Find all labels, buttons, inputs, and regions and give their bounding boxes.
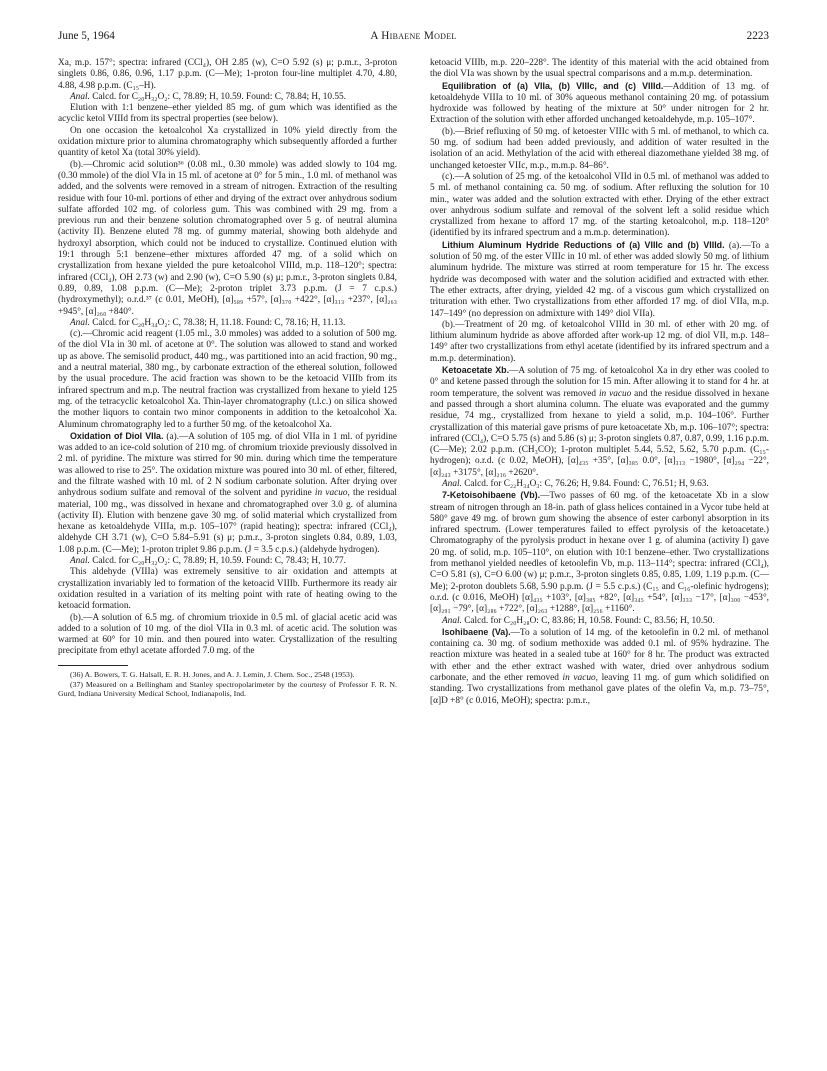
paragraph: On one occasion the ketoalcohol Xa crystallized in 10% yield directly from the oxidation mixture prior to alumina chromatography which subsequently afforded a further quantity of ketol Xa (total 30% yield).: [58, 125, 397, 159]
analysis-paragraph: [58, 556, 397, 567]
section-heading: Isohibaene (Va).: [442, 626, 511, 637]
anal-text: Calcd. for C₂₀H₃₂O₂: C, 78.89; H, 10.59. Found: C, 78.84; H, 10.55.: [89, 91, 347, 102]
paragraph: (b).—Brief refluxing of 50 mg. of ketoester VIIIc with 5 ml. of methanol, to which ca. 50 mg. of sodium had been added previously, and addition of water resulted in the isolation of an acid. Methylation of the acid with ethereal diazomethane yielded 38 mg. of unchanged ketoester VIIc, m.p., m.m.p. 84–86°.: [430, 126, 769, 171]
analysis-paragraph: [58, 92, 397, 103]
paragraph: (b).—Treatment of 20 mg. of ketoalcohol VIIId in 30 ml. of ether with 20 mg. of lithium aluminum hydride as above afforded after work-up 12 mg. of diol VII, m.p. 148–149° after two crystallizations from ethyl acetate (identified by its infrared spectrum and a m.m.p. determination).: [430, 319, 769, 364]
header-page-number: 2223: [746, 30, 769, 42]
section-text: , the residual material, 100 mg., was dissolved in hexane and chromatographed over 3.0 g. of alumina (activity II). Elution with benzene gave 30 mg. of solid material which crystallized from hexane as ketoaldehyde VIIIa, m.p. 105–107° (rapid heating); spectra: infrared (CCl₄), aldehyde CH 3.71 (w), C=O 5.84–5.91 (s) μ; p.m.r., 3-proton singlets 0.84, 0.89, 1.03, 1.08 p.p.m. (C—Me); 1-proton triplet 9.86 p.p.m. (J = 3.5 c.p.s.) (aldehyde hydrogen).: [58, 488, 397, 555]
section-heading: Equilibration of (a) VIIa, (b) VIIIc, and (c) VIIId.: [442, 80, 664, 91]
paragraph: ketoacid VIIIb, m.p. 220–228°. The identity of this material with the acid obtained from the diol VIa was shown by the usual spectral comparisons and a m.m.p. determination.: [430, 58, 769, 80]
paragraph: Elution with 1:1 benzene–ether yielded 85 mg. of gum which was identified as the acyclic ketol VIIId from its spectral properties (see below).: [58, 103, 397, 125]
section-text: and the residue dissolved in hexane and passed through a short alumina column. The eluate was evaporated and the gummy residue, 74 mg., crystallized from hexane to yield a solid, m.p. 104–106°. Further crystallization of this material gave prisms of pure ketoacetate Xb, m.p. 106–107°; spectra: infrared (CCl₄), C=O 5.75 (s) and 5.86 (s) μ; 3-proton singlets 0.87, 0.87, 0.99, 1.16 p.p.m. (C—Me); 2.02 p.p.m. (CH₃CO); 1-proton multiplet 5.44, 5.52, 5.62, 5.70 p.p.m. (C₁₅-hydrogen); o.r.d. (c 0.02, MeOH), [α]₄₃₅ +35°, [α]₃₈₅ 0.0°, [α]₃₁₃ −1980°, [α]₂₉₄ −22°, [α]₂₄₃ +3175°, [α]₂₁₆ +2620°.: [430, 388, 769, 478]
footnote-36: (36) A. Bowers, T. G. Halsall, E. R. H. Jones, and A. J. Lemin, J. Chem. Soc., 2548 (1953).: [70, 669, 355, 679]
section-text: —Addition of 13 mg. of ketoaldehyde VIIIa to 10 ml. of 30% aqueous methanol containing 20 mg. of potassium hydroxide was followed by heating of the mixture at 50° under nitrogen for 2 hr. Extraction of the solution with ether afforded unchanged ketoaldehyde, m.p. 105–107°.: [430, 81, 769, 126]
header-date: June 5, 1964: [58, 30, 115, 42]
section-paragraph: [58, 431, 397, 556]
section-text: —A solution of 75 mg. of ketoalcohol Xa in dry ether was cooled to 0° and ketene passed through the solution for 15 min. After allowing it to stand for 4 hr. at room temperature, the solvent was removed: [430, 366, 769, 399]
footnote-37: (37) Measured on a Bellingham and Stanley spectropolarimeter by the courtesy of Professor F. R. N. Gurd, Indiana University Medical School, Indianapolis, Ind.: [58, 679, 397, 699]
analysis-paragraph: [58, 318, 397, 329]
anal-label: Anal.: [442, 478, 462, 489]
section-heading: Lithium Aluminum Hydride Reductions of (a) VIIIc and (b) VIIId.: [442, 239, 725, 250]
footnote-rule: [58, 665, 128, 666]
section-paragraph: [430, 490, 769, 615]
section-paragraph: [430, 365, 769, 479]
section-heading: 7-Ketoisohibaene (Vb).: [442, 490, 541, 501]
anal-text: Calcd. for C₂₂H₃₄O₃: C, 76.26; H, 9.84. Found: C, 76.51; H, 9.63.: [461, 478, 709, 489]
running-header: [58, 30, 769, 44]
analysis-paragraph: [430, 479, 769, 490]
section-paragraph: [430, 240, 769, 320]
paragraph: (c).—Chromic acid reagent (1.05 ml., 3.0 mmoles) was added to a solution of 500 mg. of the diol VIa in 30 ml. of acetone at 0°. The solution was allowed to stand and worked up as above. The semisolid product, 440 mg., was partitioned into an acid fraction, 90 mg., and a neutral material, 380 mg., by carbonate extraction of the ethereal solution, followed by the usual procedure. The acid fraction was shown to be the ketoacid VIIIb from its infrared spectrum and m.p. The neutral fraction was crystallized from hexane to yield 125 mg. of the tetracyclic ketoalcohol Xa. Thin-layer chromatography (t.l.c.) on silica showed the mother liquors to contain two minor components in addition to the ketoalcohol Xa. Aluminum chromatography led to a further 50 mg. of the ketoalcohol Xa.: [58, 329, 397, 430]
section-paragraph: [430, 81, 769, 127]
analysis-paragraph: [430, 616, 769, 627]
section-text: (a).—A solution of 105 mg. of diol VIIa in 1 ml. of pyridine was added to an ice-cold solution of 210 mg. of chromium trioxide previously dissolved in 2 ml. of pyridine. The mixture was stirred for 90 min. during which time the temperature was allowed to rise to 25°. The oxidation mixture was poured into 30 ml. of ether, filtered, and the filtrate washed with 10 ml. of 2 N sodium carbonate solution. After drying over anhydrous sodium sulfate and removal of the solvent and pyridine: [58, 431, 397, 499]
paragraph: (b).—Chromic acid solution³⁶ (0.08 ml., 0.30 mmole) was added slowly to 104 mg. (0.30 mmole) of the diol VIa in 15 ml. of acetone at 0° for 5 min., 1.0 ml. of methanol was added, and the solvents were removed in a stream of nitrogen. Extraction of the resulting residue with four 10-ml. portions of ether and drying of the extract over anhydrous sodium sulfate afforded 102 mg. of colorless gum. This was combined with 29 mg. from a previous run and their benzene solution chromatographed over 5 g. of neutral alumina (activity II). Benzene eluted 78 mg. of gummy material, showing both aldehyde and hydroxyl absorption, which could not be induced to crystallize. Continued elution with 19:1 through 5:1 benzene–ether mixtures afforded 47 mg. of a solid which on crystallization from hexane yielded the pure ketoalcohol VIIId, m.p. 118–120°; spectra: infrared (CCl₄), OH 2.73 (w) and 2.90 (w), C=O 5.90 (s) μ; p.m.r., 3-proton singlets 0.84, 0.89, 0.89, 1.08 p.p.m. (C—Me); 2-proton triplet 3.73 p.p.m. (J = 7 c.p.s.) (hydroxymethyl); o.r.d.³⁷ (c 0.01, MeOH), [α]₅₈₉ +57°, [α]₃₇₀ +422°, [α]₃₁₃ +237°, [α]₂₆₃ +945°, [α]₂₆₀ +840°.: [58, 159, 397, 317]
anal-label: Anal.: [70, 317, 90, 328]
section-heading: Ketoacetate Xb.: [442, 365, 510, 376]
anal-text: Calcd. for C₂₀H₂₈O: C, 83.86; H, 10.58. Found: C, 83.56; H, 10.50.: [461, 615, 715, 626]
section-text: —To a solution of 14 mg. of the ketoolefin in 0.2 ml. of methanol containing ca. 30 mg. of sodium methoxide was added 0.1 ml. of 95% hydrazine. The reaction mixture was heated in a sealed tube at 160° for 8 hr. The product was extracted with ether and the ether extract washed with water, dried over anhydrous sodium carbonate, and the ether removed: [430, 627, 769, 684]
section-heading: Oxidation of Diol VIIa.: [70, 430, 164, 441]
paragraph: Xa, m.p. 157°; spectra: infrared (CCl₄), OH 2.85 (w), C=O 5.92 (s) μ; p.m.r., 3-proton singlets 0.86, 0.86, 0.96, 1.17 p.p.m. (C—Me); 1-proton four-line multiplet 4.70, 4.80, 4.88, 4.98 p.p.m. (C₁₅–H).: [58, 58, 397, 91]
left-column: [58, 58, 397, 699]
paragraph: (b).—A solution of 6.5 mg. of chromium trioxide in 0.5 ml. of glacial acetic acid was added to a solution of 10 mg. of the diol VIIa in 0.3 ml. of acetic acid. The solution was warmed at 60° for 10 min. and then poured into water. Crystallization of the resulting precipitate from ethyl acetate afforded 7.0 mg. of the: [58, 612, 397, 657]
header-title: A Hibaene Model: [370, 30, 457, 42]
section-text: —Two passes of 60 mg. of the ketoacetate Xb in a slow stream of nitrogen through an 18-in. path of glass helices contained in a Vycor tube held at 580° gave 49 mg. of brown gum showing the absence of ester carbonyl absorption in its infrared spectrum. (Lower temperatures failed to effect pyrolysis of the ketoacetate.) Chromatography of the pyrolysis product in hexane over 1 g. of alumina (activity I) gave 20 mg. of solid, m.p. 105–110°, on elution with 10:1 benzene–ether. Two crystallizations from methanol yielded needles of ketoolefin Vb, m.p. 113–114°; spectra: infrared (CCl₄), C=O 5.81 (s), C=O 6.00 (w) μ; p.m.r., 3-proton singlets 0.85, 0.85, 1.09, 1.19 p.p.m. (C—Me); 2-proton doublets 5.68, 5.90 p.p.m. (J = 5.5 c.p.s.) (C₁₅ and C₁₆-olefinic hydrogens); o.r.d. (c 0.016, MeOH) [α]₄₃₅ +103°, [α]₃₈₅ +82°, [α]₃₄₅ +54°, [α]₃₃₃ −17°, [α]₃₀₀ −453°, [α]₂₉₁ −79°, [α]₂₈₆ +722°, [α]₂₆₃ +1288°, [α]₂₅₆ +1160°.: [430, 491, 769, 615]
italic-term: in vacuo: [314, 488, 348, 499]
paragraph: (c).—A solution of 25 mg. of the ketoalcohol VIId in 0.5 ml. of methanol was added to 5 ml. of methanol containing ca. 50 mg. of sodium. After refluxing the solution for 10 min., water was added and the solution extracted with ether. Drying of the ether extract over anhydrous sodium sulfate and removal of the solvent left a solid residue which crystallized from hexane to afford 17 mg. of the starting ketoalcohol, m.p. 118–120° (identified by its infrared spectrum and a m.m.p. determination).: [430, 171, 769, 239]
anal-text: Calcd. for C₂₀H₃₄O₂: C, 78.38; H, 11.18. Found: C, 78.16; H, 11.13.: [89, 317, 346, 328]
anal-label: Anal.: [70, 91, 90, 102]
section-paragraph: [430, 627, 769, 707]
section-text: , leaving 11 mg. of gum which solidified on standing. Two crystallizations from methanol gave plates of the olefin Va, m.p. 73–75°, [α]D +8° (c 0.016, MeOH); spectra: p.m.r.,: [430, 673, 769, 706]
right-column: [430, 58, 769, 707]
section-text: (a).—To a solution of 50 mg. of the ester VIIIc in 10 ml. of ether was added slowly 50 mg. of lithium aluminum hydride. The mixture was stirred at room temperature for 15 hr. The excess hydride was decomposed with water and the solution acidified and extracted with ether. The ether extracts, after drying, yielded 42 mg. of a viscous gum which crystallized on trituration with ether. Two crystallizations from ether afforded 17 mg. of diol VIIa, m.p. 147–149° (no depression on admixture with 149° diol VIIa).: [430, 240, 769, 319]
anal-label: Anal.: [70, 556, 90, 567]
anal-label: Anal.: [442, 615, 462, 626]
paragraph: This aldehyde (VIIIa) was extremely sensitive to air oxidation and attempts at crystallization invariably led to formation of the ketoacid VIIIb. Furthermore its ready air oxidation resulted in a variation of its melting point with rate of heating owing to the ketoacid formation.: [58, 567, 397, 612]
anal-text: Calcd. for C₂₀H₃₂O₂: C, 78.89; H, 10.59. Found: C, 78.43; H, 10.77.: [89, 556, 347, 567]
italic-term: in vacuo: [562, 673, 596, 684]
italic-term: in vacuo: [598, 388, 632, 399]
